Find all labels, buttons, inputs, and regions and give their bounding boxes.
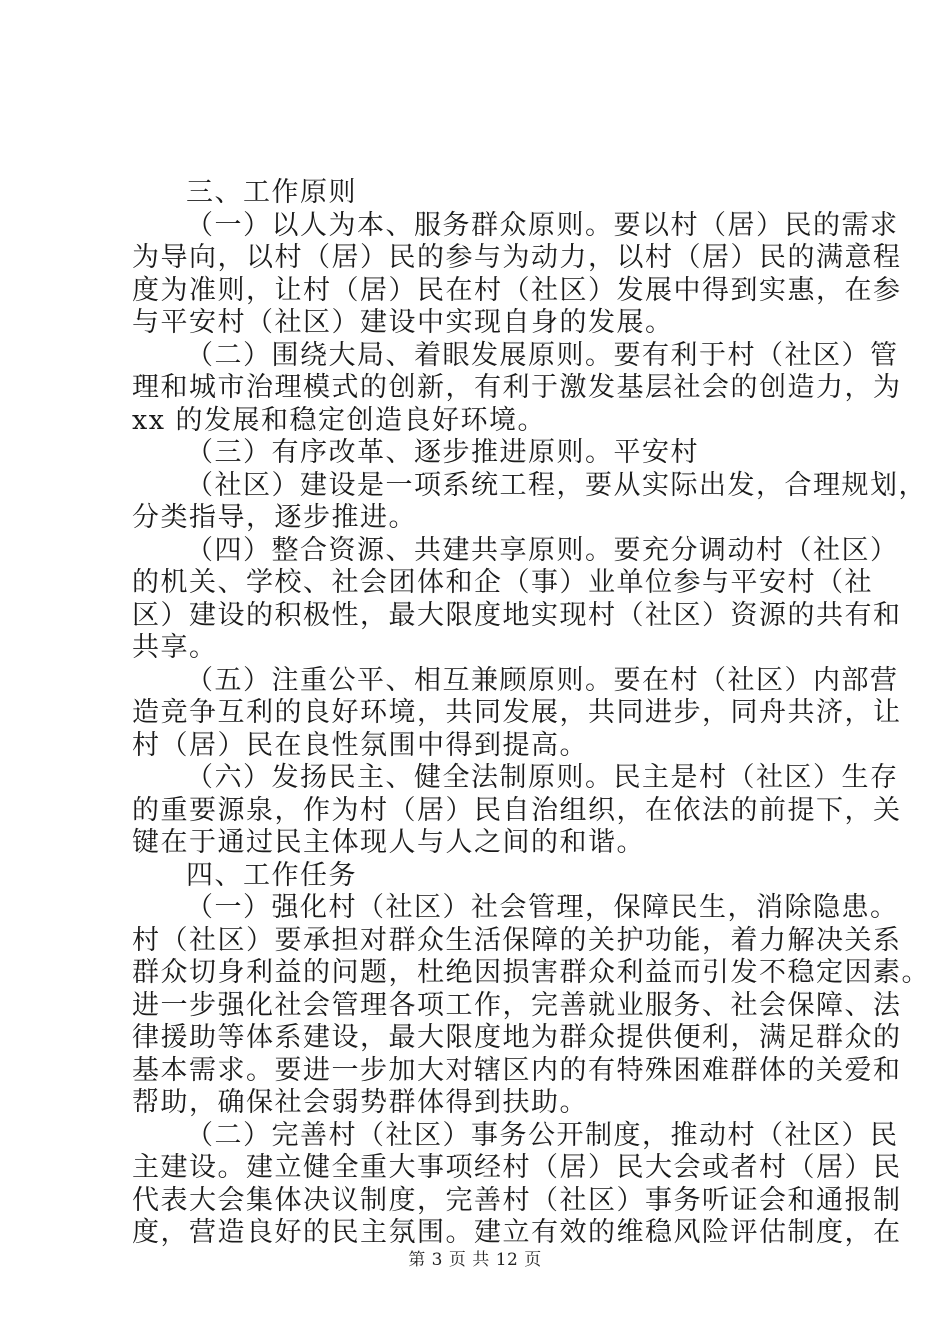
text-line: 键在于通过民主体现人与人之间的和谐。 [132, 827, 645, 858]
text-line: 主建设。建立健全重大事项经村（居）民大会或者村（居）民 [132, 1152, 902, 1183]
text-line: （一）强化村（社区）社会管理，保障民生，消除隐患。 [186, 892, 899, 923]
text-line: （一）以人为本、服务群众原则。要以村（居）民的需求 [186, 209, 899, 241]
text-line: 理和城市治理模式的创新，有利于激发基层社会的创造力，为 [132, 372, 902, 403]
text-line: （四）整合资源、共建共享原则。要充分调动村（社区） [186, 534, 899, 566]
text-line: 村（社区）要承担对群众生活保障的关护功能，着力解决关系 [132, 924, 902, 956]
text-line: 度，营造良好的民主氛围。建立有效的维稳风险评估制度，在 [132, 1217, 902, 1248]
text-line: 的机关、学校、社会团体和企（事）业单位参与平安村（社 [132, 567, 873, 598]
text-line: 度为准则，让村（居）民在村（社区）发展中得到实惠，在参 [132, 274, 902, 306]
text-line: 帮助，确保社会弱势群体得到扶助。 [132, 1087, 588, 1118]
text-line: （六）发扬民主、健全法制原则。民主是村（社区）生存 [186, 762, 899, 793]
text-line: （五）注重公平、相互兼顾原则。要在村（社区）内部营 [186, 664, 899, 696]
text-line: 代表大会集体决议制度，完善村（社区）事务听证会和通报制 [132, 1184, 902, 1216]
text-line: 区）建设的积极性，最大限度地实现村（社区）资源的共有和 [132, 599, 902, 631]
text-line: 为导向，以村（居）民的参与为动力，以村（居）民的满意程 [132, 242, 902, 273]
text-line: （社区）建设是一项系统工程，要从实际出发，合理规划， [186, 469, 927, 501]
text-line: 与平安村（社区）建设中实现自身的发展。 [132, 307, 674, 338]
text-line: 群众切身利益的问题，杜绝因损害群众利益而引发不稳定因素。 [132, 957, 930, 988]
text-line: 基本需求。要进一步加大对辖区内的有特殊困难群体的关爱和 [132, 1054, 902, 1086]
document-body [132, 177, 930, 1250]
text-line: （三）有序改革、逐步推进原则。平安村 [186, 437, 699, 468]
text-line: 村（居）民在良性氛围中得到提高。 [132, 729, 588, 761]
text-line: 律援助等体系建设，最大限度地为群众提供便利，满足群众的 [132, 1022, 902, 1053]
text-line: （二）围绕大局、着眼发展原则。要有利于村（社区）管 [186, 339, 899, 371]
text-line: xx 的发展和稳定创造良好环境。 [132, 404, 547, 436]
text-line: 进一步强化社会管理各项工作，完善就业服务、社会保障、法 [132, 989, 902, 1021]
text-line: 造竞争互利的良好环境，共同发展，共同进步，同舟共济，让 [132, 697, 902, 728]
text-line: 共享。 [132, 632, 218, 663]
text-line: 三、工作原则 [186, 177, 357, 208]
text-line: 的重要源泉，作为村（居）民自治组织，在依法的前提下，关 [132, 794, 902, 826]
text-line: （二）完善村（社区）事务公开制度，推动村（社区）民 [186, 1119, 899, 1151]
text-line: 四、工作任务 [186, 859, 357, 891]
page-footer: 第 3 页 共 12 页 [408, 1250, 542, 1270]
text-line: 分类指导，逐步推进。 [132, 502, 417, 533]
